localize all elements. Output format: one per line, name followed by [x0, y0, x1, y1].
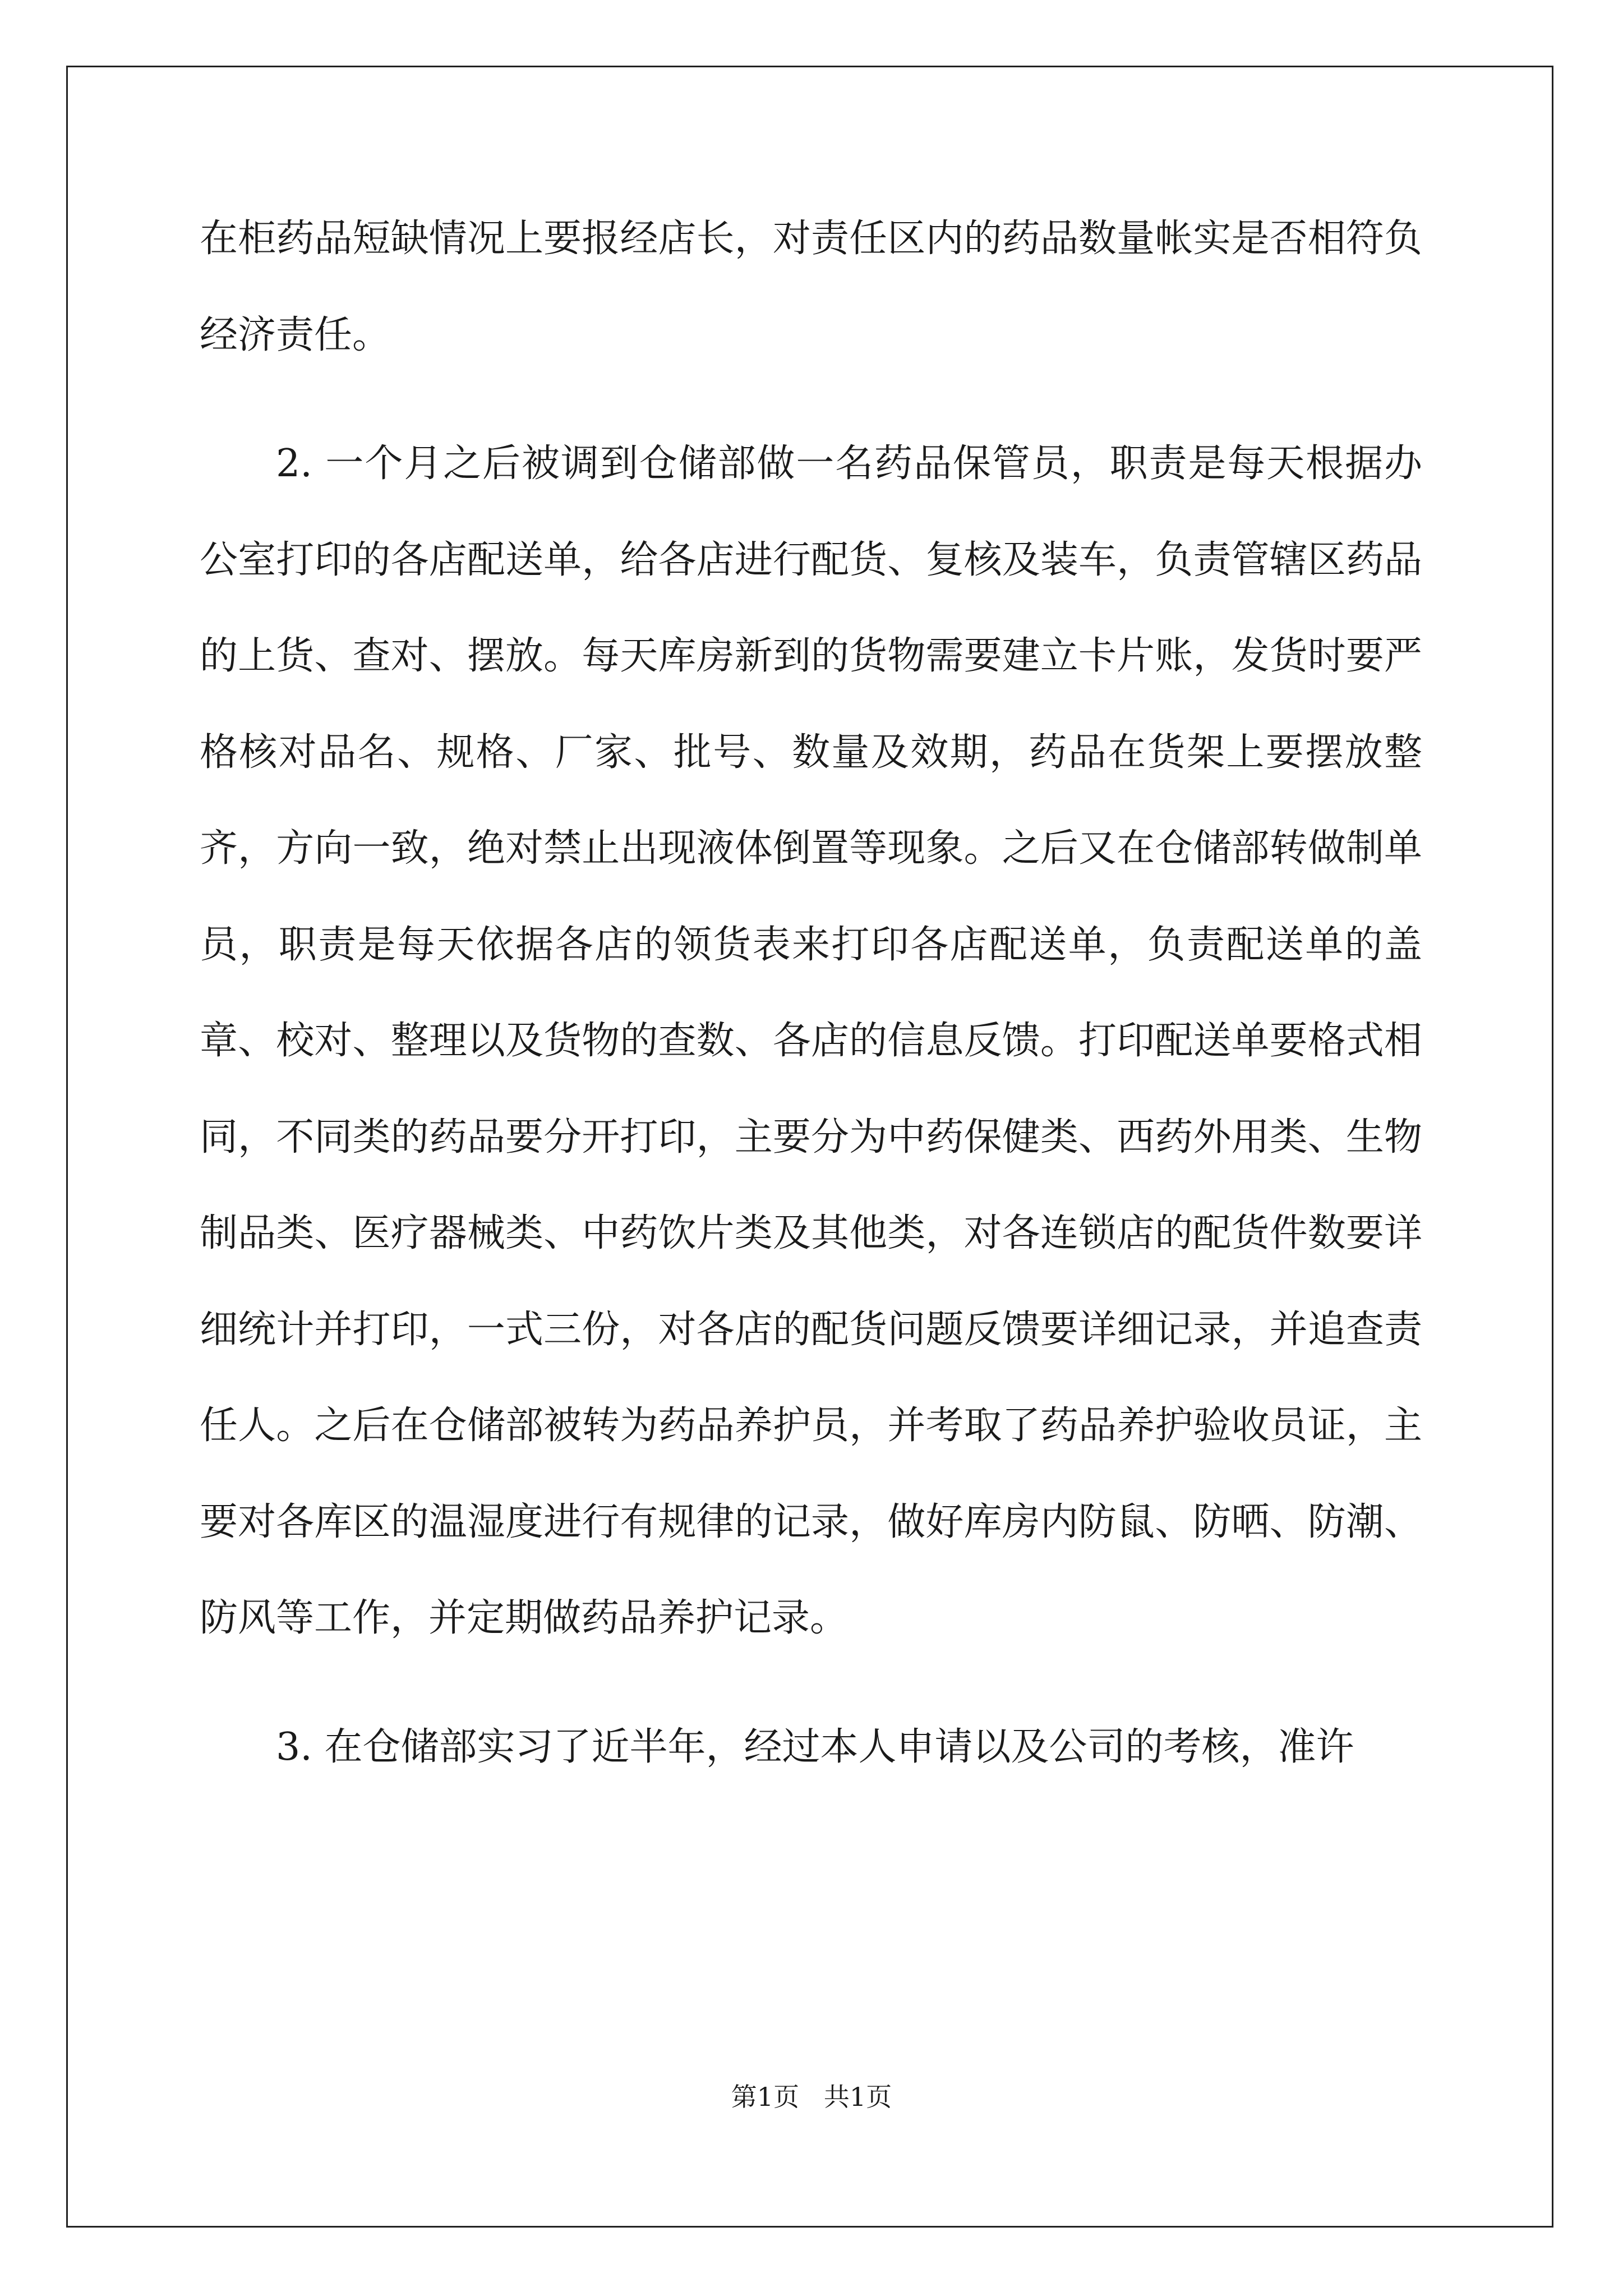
document-body [200, 191, 1422, 1795]
page-number-footer: 第1页 共1页 [731, 2082, 892, 2112]
paragraph-3: 3. 在仓储部实习了近半年，经过本人申请以及公司的考核，准许 [276, 1724, 1354, 1769]
paragraph-1: 在柜药品短缺情况上要报经店长，对责任区内的药品数量帐实是否相符负经济责任。 [200, 217, 1422, 357]
paragraph-2: 2. 一个月之后被调到仓储部做一名药品保管员，职责是每天根据办公室打印的各店配送单，给各店进行配货、复核及装车，负责管辖区药品的上货、查对、摆放。每天库房新到的货物需要建立卡片账，发货时要严格核对品名、规格、厂家、批号、数量及效期，药品在货架上要摆放整齐，方向一致，绝对禁止出现液体倒置等现象。之后又在仓储部转做制单员，职责是每天依据各店的领货表来打印各店配送单，负责配送单的盖章、校对、整理以及货物的查数、各店的信息反馈。打印配送单要格式相同，不同类的药品要分开打印，主要分为中药保健类、西药外用类、生物制品类、医疗器械类、中药饮片类及其他类，对各连锁店的配货件数要详细统计并打印，一式三份，对各店的配货问题反馈要详细记录，并追查责任人。之后在仓储部被转为药品养护员，并考取了药品养护验收员证，主要对各库区的温湿度进行有规律的记录，做好库房内防鼠、防晒、防潮、防风等工作，并定期做药品养护记录。 [200, 441, 1422, 1640]
